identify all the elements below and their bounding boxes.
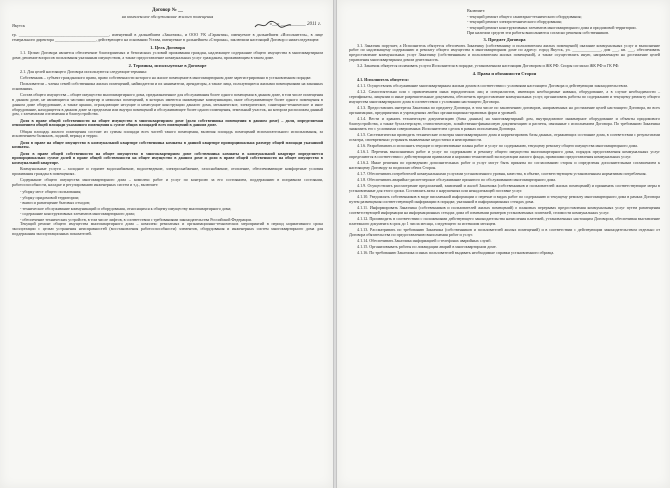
intro-tail: При наличии средств эти работы выполняются согласно решения собственников.	[467, 30, 610, 35]
section-4-para: 4.1.5. Систематически проводить технические осмотры многоквартирного дома и корректировать базы данных, отражающих состояние дома, в соответствии с результатами осмотра, своевременно устранять выявленные недостатки и неисправности.	[349, 131, 660, 142]
section-4-para: 4.1.7. Обеспечивать потребителей коммунальными услугами установленного уровня, качества, в объеме, соответствующем установленным нормативам потребления.	[357, 170, 647, 176]
section-4-para: 4.1.11. Информировать Заказчика (собственников и пользователей жилых помещений) о плановых перерывах предоставления коммунальных услуг путем размещения соответствующей информации на информационных стендах дома об изменении размеров установленных платежей, стоимости коммунальных услуг.	[349, 205, 660, 215]
section-2-para: Состав общего имущества – общее имущество многоквартирного дома, предназначенное для обслуживания более одного помещения в данном доме, в том числе помещения в данном доме, не являющиеся частями квартир и нежилых помещений, в которых имеются инженерные коммуникации, иное обслуживающее более одного помещения в данном доме оборудование, а также крыши, ограждающие несущие и ненесущие конструкции данного дома, механическое, электрическое, санитарно-техническое и иное оборудование, находящееся в данном доме за пределами или внутри помещений и обслуживающее более одного помещения, земельный участок, на котором расположен данный дом, с элементами озеленения и благоустройства.	[12, 91, 323, 117]
section-4-para: 4.1.9. Осуществлять рассмотрение предложений, заявлений и жалоб Заказчика (собственников и пользователей жилых помещений) и принимать соответствующие меры в установленные для этого сроки. Составлять акты о нарушениях или ненадлежащей поставке услуг.	[349, 183, 660, 193]
section-4-para: 4.1.8. Обеспечивать аварийно-диспетчерское обслуживание принятого по обслуживанию многоквартирного дома.	[357, 176, 557, 182]
section-3-para: 3.1. Заказчик поручает, а Исполнитель обязуется обеспечить Заказчику (собственнику и пользователям жилых помещений) оказание коммунальных услуг и выполнение работ по надлежащему содержанию и ремонту общего имущества в многоквартирном доме по адресу: город Якутск, ул. ______________, дом ___, кв. ___, обеспечивать предоставление коммунальных услуг Заказчику (собственникам и пользователям жилых помещений), а также осуществлять иную, направленную на достижение целей управления многоквартирным домом деятельность.	[349, 42, 660, 63]
section-4-para: 4.1.14. Обеспечивать Заказчика информацией о телефонах аварийных служб.	[357, 238, 492, 243]
page-left-content	[12, 8, 323, 484]
contract-title: Договор № __	[152, 8, 183, 13]
list-item: - обеспечение технических устройств, в том числе лифтов, в соответствии с требованиями законодательства Российской Федерации.	[20, 216, 252, 222]
intro-line: Включает:	[467, 8, 486, 13]
list-item: - текущий ремонт конструктивных элементов многоквартирного дома и придомовой территории.	[467, 24, 637, 30]
page-right-content	[349, 8, 660, 484]
section-4-para: 4.1.6.2. Иные решения по проведению дополнительных работ и услуг могут быть приняты по согласованию сторон и определены дополнительным соглашением к настоящему Договору за подписью обеих Сторон.	[349, 159, 660, 170]
section-3-para: 3.2. Заказчик обязуется оплачивать услуги Исполнителя в порядке, установленном настоящим Договором и ЖК РФ. Споры согласно ЖК РФ и ГК РФ.	[357, 63, 620, 69]
section-2-para: Доля в праве общей собственности на общее имущество в многоквартирном доме (доля собственника помещения в данном доме) – доля, определяемая отношением общей площади указанного помещения к сумме общих площадей всех помещений в данном доме.	[12, 117, 323, 128]
section-2-para: 2.1. Для целей настоящего Договора используются следующие термины:	[20, 68, 148, 74]
contract-preamble: гр. ____________________________________________, именуемый в дальнейшем «Заказчик», и ООО УК «Гарантия», именуемое в дальнейшем «Исполнитель», в лице генерального директора ____________________, действующего на основании Устава, именуемые в дальнейшем «Стороны», заключили настоящий Договор о нижеследующем:	[12, 32, 323, 42]
section-2-para: Общая площадь жилого помещения состоит из суммы площади всех частей такого помещения, включая площадь помещений вспомогательного использования, за исключением балконов, лоджий, веранд и террас.	[12, 128, 323, 139]
list-item: - техническое обслуживание коммуникаций и оборудования, относящихся к общему имуществу многоквартирного дома;	[20, 205, 232, 211]
list-item: - вывоз и размещение бытовых отходов;	[20, 200, 91, 206]
section-heading-4: 4. Права и обязанности Сторон	[472, 71, 537, 77]
section-4-para: 4.1.4. Вести и хранить техническую документацию (базы данных) на многоквартирный дом, внутридомовое инженерное оборудование и объекты придомового благоустройства, а также бухгалтерскую, статистическую, хозяйственно-финансовую документацию и расчеты, связанные с исполнением Договора. По требованию Заказчика знакомить его с условиями совершенных Исполнителем сделок в рамках исполнения Договора.	[349, 115, 660, 131]
section-4-para: 4.1. Исполнитель обязуется:	[357, 76, 409, 82]
list-item: - уборку мест общего пользования;	[20, 189, 82, 195]
list-item: - текущий ремонт электротехнического оборудования;	[467, 19, 562, 24]
list-item: - уборку придомовой территории;	[20, 194, 80, 200]
place-date-row	[12, 21, 323, 33]
section-2-para: Пользователи – члены семей собственника жилых помещений, наймодатели и их наниматели, арендаторы, а также лица, пользующиеся жилыми помещениями на законных основаниях.	[12, 80, 323, 91]
section-2-para: Коммунальные услуги – холодное и горячее водоснабжение, водоотведение, электроснабжение, газоснабжение, отопление, обеспечивающие комфортные условия проживания граждан в помещениях.	[12, 166, 323, 177]
section-heading-1: 1. Цель Договора	[150, 44, 185, 50]
section-4-para: 4.1.13. Рассматривать по требованию Заказчика (собственников и пользователей жилых помещений) и в соответствии с действующим законодательством отдельно от Договора обязательства по предоставлению выполнения работ и услуг.	[349, 227, 660, 237]
contract-page-left	[0, 0, 333, 488]
section-4-para: 4.1.2. Самостоятельно или с привлечением иных юридических лиц и специалистов, имеющих необходимые навыки, оборудование, а в случае необходимости – сертификаты, лицензии и иные разрешительные документы, обеспечить предоставление коммунальных услуг, организовать работы по содержанию и текущему ремонту общего имущества многоквартирного дома в соответствии с условиями настоящего Договора.	[349, 88, 660, 104]
section-4-para: 4.1.15. Организовывать работы по ликвидации аварий в многоквартирном доме.	[357, 244, 497, 250]
section-1-para: 1.1. Целью Договора является обеспечение благоприятных и безопасных условий проживания граждан, надлежащее содержание общего имущества в многоквартирном доме, решение вопросов пользования указанным имуществом, а также предоставление коммунальных услуг гражданам, проживающим в таком доме.	[12, 50, 323, 61]
list-item: - текущий ремонт общего санитарно-технического оборудования;	[467, 13, 582, 19]
list-item: - содержание конструктивных элементов многоквартирного дома;	[20, 211, 136, 217]
section-2-tail: Текущий ремонт общего имущества многоквартирного дома – комплекс ремонтных и организационно-технических мероприятий в период нормативного срока эксплуатации с целью устранения неисправностей (восстановления работоспособности) элементов, оборудования и инженерных систем многоквартирного дома для поддержания эксплуатационных показателей.	[12, 221, 323, 237]
section-2-para: Доля в праве на общее имущество в коммунальной квартире собственника комнаты в данной квартире пропорциональна размеру общей площади указанной комнаты.	[12, 139, 323, 150]
section-4-para: 4.1.1. Осуществлять обслуживание многоквартирным жилым домом в соответствии с условиями настоящего Договора и действующим законодательством.	[357, 82, 629, 88]
section-2-para: Содержание общего имущества многоквартирного дома – комплекс работ и услуг по контролю за его состоянием, поддержанию в исправном состоянии, работоспособности, наладке и регулированию инженерных систем и т.д., включает:	[12, 177, 323, 188]
contract-date: «__» __________ 2011 г.	[269, 22, 321, 27]
section-4-para: 4.1.10. Уведомлять собственников в виде письменной информации о перечне и видах работ по содержанию и текущему ремонту многоквартирного дома в рамках Договора путем размещения соответствующей информации в порядке, указанной в информационных стендах дома.	[349, 194, 660, 204]
section-2-para: Собственник – субъект гражданского права, право собственности которого на жилое помещение в многоквартирном доме зарегистрировано в установленном порядке.	[20, 74, 312, 80]
section-4-para: 4.1.12. Производить в соответствии с положениями действующего законодательства начисления платежей, установленных настоящим Договором, обеспечивая выставление платежного документа в срок до 1 числа месяца, следующего за истекшим месяцем.	[349, 216, 660, 226]
section-4-para: 4.1.6. Разрабатывать и исполнять текущие и перспективные планы работ и услуг по содержанию, текущему ремонту общего имущества многоквартирного дома.	[357, 142, 639, 148]
section-heading-3: 3. Предмет Договора	[483, 37, 526, 42]
contract-subtitle: на комплексное обслуживание жилого помещения	[121, 14, 214, 19]
section-4-para: 4.1.3. Предоставлять интересы Заказчика по предмету Договора, в том числе по заключению договоров, направленных на достижение целей настоящего Договора, во всех организациях, предприятиях и учреждениях любых организационно-правовых форм и уровней.	[349, 104, 660, 115]
section-4-para: 4.1.16. По требованию Заказчика и иных пользователей выдавать необходимые справки установленного образца.	[357, 250, 555, 256]
section-4-para: 4.1.6.1. Перечень выполняемых работ и услуг по содержанию и ремонту общего имущества многоквартирного дома, порядок предоставления коммунальных услуг определяются в соответствии с действующими правилами и нормами технической эксплуатации жилого фонда, правилами предоставления коммунальных услуг.	[349, 148, 660, 159]
contract-page-right	[337, 0, 670, 488]
section-2-para: Доля в праве общей собственности на общее имущество в многоквартирном доме собственника комнаты в коммунальной квартире определяется пропорционально сумме долей в праве общей собственности на общее имущество в данном доме и доли в праве общей собственности на общее имущество в коммунальной квартире.	[12, 150, 323, 166]
contract-city: Якутск	[12, 23, 25, 28]
section-heading-2: 2. Термины, используемые в Договоре	[128, 63, 207, 69]
